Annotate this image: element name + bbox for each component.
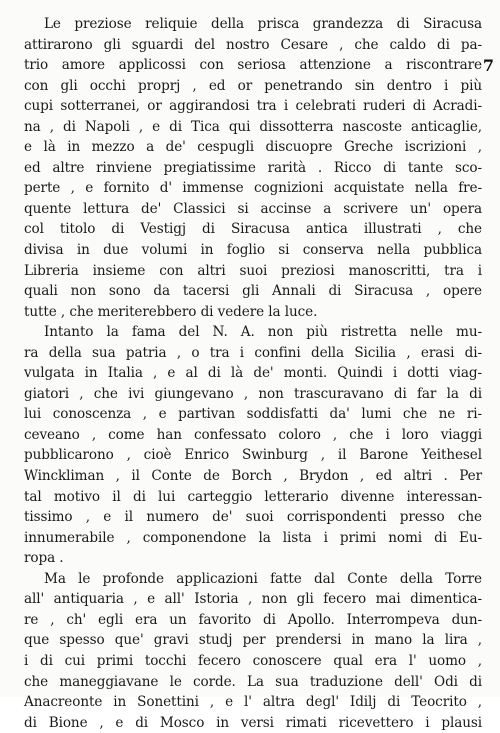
text-line: pubblicarono , cioè Enrico Swinburg , il Barone Yeithesel xyxy=(24,447,482,464)
text-line: divisa in due volumi in foglio si conserva nella pubblica xyxy=(24,242,482,259)
text-line: col titolo di Vestigj di Siracusa antica illustrati , che xyxy=(24,221,482,238)
paragraph-1 xyxy=(24,14,482,322)
text-line: Anacreonte in Sonettini , e l' altra degl' Idilj di Teocrito , xyxy=(24,694,482,711)
paragraph-3 xyxy=(24,569,482,733)
text-line: quente lettura de' Classici si accinse a scrivere un' opera xyxy=(24,200,482,217)
text-line: i di cui primi tocchi fecero conoscere qual era l' uomo , xyxy=(24,652,482,669)
text-line: tissimo , e il numero de' suoi corrispondenti presso che xyxy=(24,509,482,526)
text-line: ceveano , come han confessato coloro , che i loro viaggi xyxy=(24,426,482,443)
text-line: e là in mezzo a de' cespugli discuopre Greche iscrizioni , xyxy=(24,139,482,156)
text-line: attirarono gli sguardi del nostro Cesare , che caldo di pa- xyxy=(24,36,482,53)
text-line: vulgata in Italia , e al di là de' monti. Quindi i dotti viag- xyxy=(24,365,482,382)
page-margin-mark: 7 xyxy=(482,56,494,75)
text-line: cupi sotterranei, or aggirandosi tra i celebrati ruderi di Acradi- xyxy=(24,98,482,115)
text-line: ropa . xyxy=(24,550,64,567)
text-line: Libreria insieme con altri suoi preziosi manoscritti, tra i xyxy=(24,262,482,279)
text-line: lui conoscenza , e partivan soddisfatti da' lumi che ne ri- xyxy=(24,406,482,423)
text-line: con gli occhi proprj , ed or penetrando sin dentro i più xyxy=(24,77,482,94)
text-line: que spesso que' gravi studj per prendersi in mano la lira , xyxy=(24,632,482,649)
text-line: all' antiquaria , e all' Istoria , non gli fecero mai dimentica- xyxy=(24,591,482,608)
text-line: ra della sua patria , o tra i confini della Sicilia , erasi di- xyxy=(24,344,482,361)
text-line: na , di Napoli , e di Tica qui dissotterra nascoste anticaglie, xyxy=(24,118,482,135)
text-line: trio amore applicossi con seriosa attenzione a riscontrare xyxy=(24,57,482,74)
text-line: giatori , che ivi giungevano , non trascuravano di far la di xyxy=(24,385,482,402)
text-line: quali non sono da tacersi gli Annali di Siracusa , opere xyxy=(24,283,482,300)
text-line: ed altre rinviene pregiatissime rarità . Ricco di tante sco- xyxy=(24,159,482,176)
text-line: re , ch' egli era un favorito di Apollo. Interrompeva dun- xyxy=(24,611,482,628)
text-line: tutte , che meriterebbero di vedere la luce. xyxy=(24,303,318,320)
text-line: perte , e fornito d' immense cognizioni acquistate nella fre- xyxy=(24,180,482,197)
text-line: Intanto la fama del N. A. non più ristretta nelle mu- xyxy=(44,324,482,341)
text-line: Le preziose reliquie della prisca grandezza di Siracusa xyxy=(44,16,482,32)
paragraph-2 xyxy=(24,322,482,569)
body-text xyxy=(24,14,482,733)
text-line: Winckliman , il Conte de Borch , Brydon , ed altri . Per xyxy=(24,468,482,485)
text-line: tal motivo il di lui carteggio letterario divenne interessan- xyxy=(24,488,482,505)
text-line: che maneggiavane le corde. La sua traduzione dell' Odi di xyxy=(24,673,482,690)
text-line: innumerabile , componendone la lista i primi nomi di Eu- xyxy=(24,529,482,546)
text-line: di Bione , e di Mosco in versi rimati ricevettero i plausi xyxy=(24,714,482,731)
text-line: Ma le profonde applicazioni fatte dal Conte della Torre xyxy=(44,570,482,587)
